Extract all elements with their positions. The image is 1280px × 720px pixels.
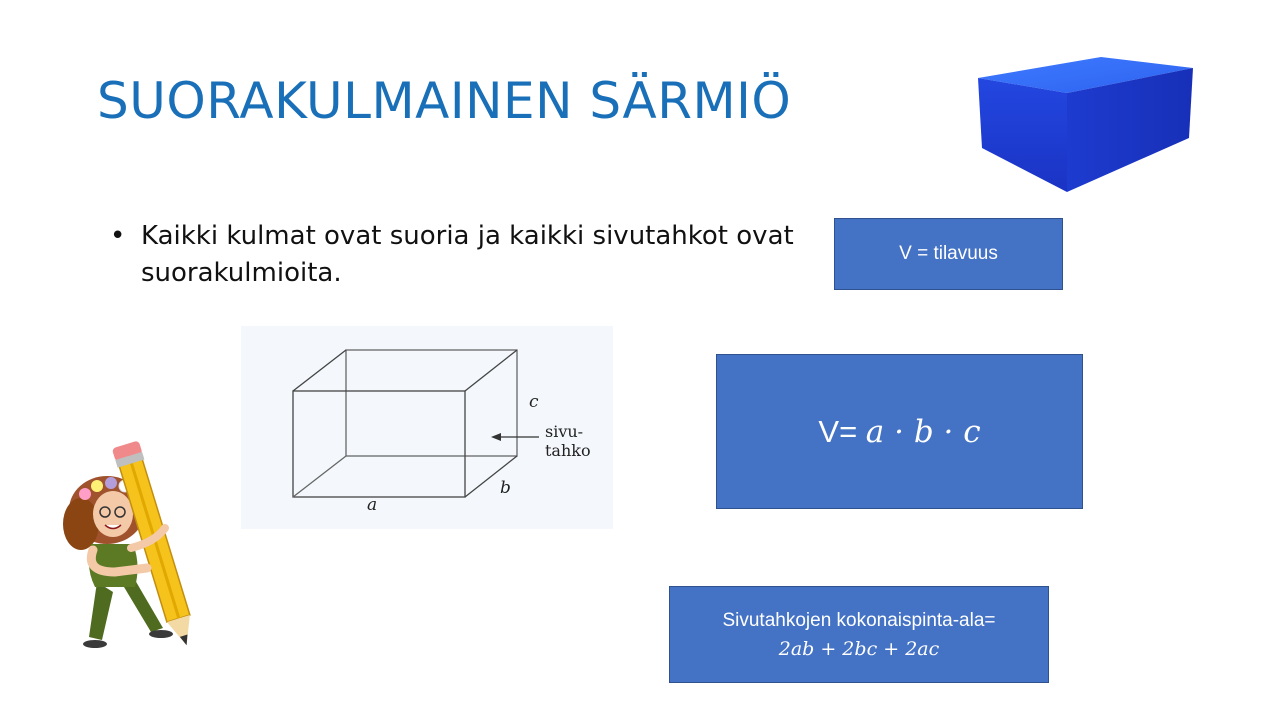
volume-label-box xyxy=(834,218,1063,290)
face-label xyxy=(545,422,591,460)
formula-prefix: V= xyxy=(818,413,858,449)
volume-label-text: V = tilavuus xyxy=(899,243,998,264)
volume-formula-box xyxy=(716,354,1083,509)
face-label-line2: tahko xyxy=(545,441,591,460)
edge-a-label: a xyxy=(367,495,378,515)
bullet-item xyxy=(110,218,810,292)
surface-area-expression: 2ab + 2bc + 2ac xyxy=(778,637,940,660)
surface-area-box xyxy=(669,586,1049,683)
prism-diagram xyxy=(241,326,613,529)
blue-cuboid-image xyxy=(975,55,1197,195)
bullet-marker: • xyxy=(110,221,126,251)
slide-title: SUORAKULMAINEN SÄRMIÖ xyxy=(97,72,792,130)
formula-expression: a · b · c xyxy=(865,413,981,450)
bullet-text: Kaikki kulmat ovat suoria ja kaikki sivutahkot ovat suorakulmioita. xyxy=(141,221,794,288)
arrow-icon xyxy=(491,433,539,441)
face-label-line1: sivu- xyxy=(545,422,584,441)
mascot-pencil-illustration xyxy=(55,432,200,657)
surface-area-label: Sivutahkojen kokonaispinta-ala= xyxy=(722,609,996,631)
edge-c-label: c xyxy=(529,392,539,412)
edge-b-label: b xyxy=(500,478,511,498)
